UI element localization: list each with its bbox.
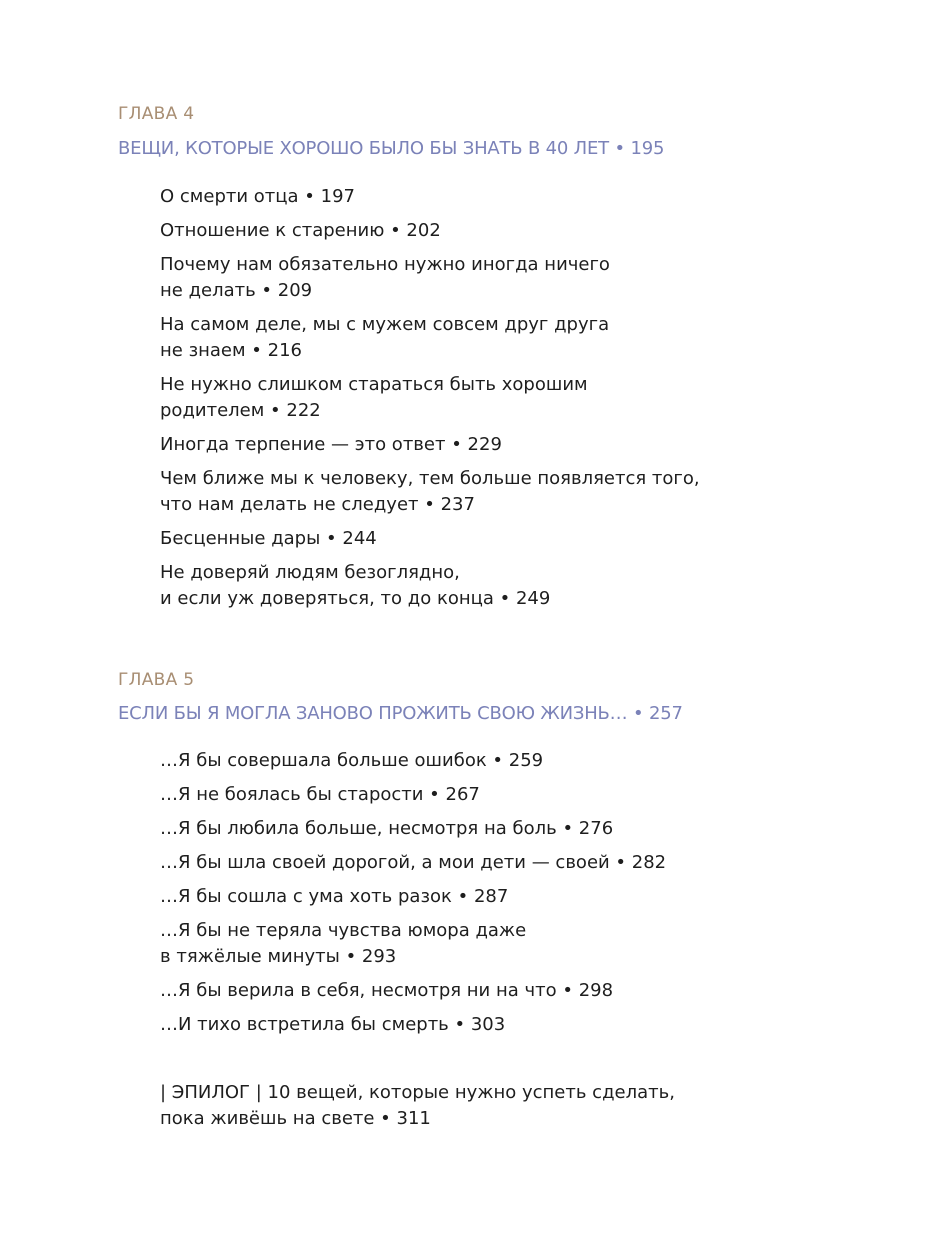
toc-entry-line: Почему нам обязательно нужно иногда ничего	[160, 254, 610, 275]
toc-entry-line: Не нужно слишком стараться быть хорошим	[160, 374, 588, 395]
epilogue-entry[interactable]	[160, 1080, 675, 1132]
toc-entry-line: что нам делать не следует • 237	[160, 494, 475, 515]
toc-entry-line: не знаем • 216	[160, 340, 303, 361]
toc-entry[interactable]	[160, 184, 780, 210]
toc-entry-line: …И тихо встретила бы смерть • 303	[160, 1014, 506, 1035]
toc-entry-line: На самом деле, мы с мужем совсем друг друга	[160, 314, 610, 335]
chapter-4-entries	[160, 184, 780, 620]
chapter-5-label: ГЛАВА 5	[118, 670, 195, 690]
toc-entry-line: родителем • 222	[160, 400, 321, 421]
toc-entry-line: …Я бы любила больше, несмотря на боль • 276	[160, 818, 614, 839]
toc-entry[interactable]	[160, 782, 780, 808]
toc-entry-line: в тяжёлые минуты • 293	[160, 946, 397, 967]
toc-entry[interactable]	[160, 1012, 780, 1038]
toc-entry-line: …Я бы совершала больше ошибок • 259	[160, 750, 544, 771]
toc-entry-line: …Я не боялась бы старости • 267	[160, 784, 480, 805]
toc-entry[interactable]	[160, 252, 780, 304]
toc-entry[interactable]	[160, 432, 780, 458]
toc-entry[interactable]	[160, 466, 780, 518]
epilogue-line: пока живёшь на свете • 311	[160, 1108, 431, 1129]
toc-entry-line: не делать • 209	[160, 280, 313, 301]
chapter-5-title[interactable]: ЕСЛИ БЫ Я МОГЛА ЗАНОВО ПРОЖИТЬ СВОЮ ЖИЗНЬ… • 257	[118, 703, 683, 724]
toc-entry-line: …Я бы шла своей дорогой, а мои дети — своей • 282	[160, 852, 667, 873]
toc-entry-line: О смерти отца • 197	[160, 186, 355, 207]
toc-entry-line: …Я бы верила в себя, несмотря ни на что • 298	[160, 980, 614, 1001]
chapter-5-entries	[160, 748, 780, 1046]
toc-entry[interactable]	[160, 218, 780, 244]
epilogue-line: | ЭПИЛОГ | 10 вещей, которые нужно успеть сделать,	[160, 1082, 675, 1103]
toc-entry-line: Не доверяй людям безоглядно,	[160, 562, 460, 583]
chapter-4-label: ГЛАВА 4	[118, 104, 195, 124]
toc-entry[interactable]	[160, 312, 780, 364]
toc-entry-line: и если уж доверяться, то до конца • 249	[160, 588, 551, 609]
toc-entry[interactable]	[160, 850, 780, 876]
toc-entry[interactable]	[160, 560, 780, 612]
toc-entry-line: Бесценные дары • 244	[160, 528, 377, 549]
toc-entry[interactable]	[160, 918, 780, 970]
toc-entry[interactable]	[160, 526, 780, 552]
toc-entry[interactable]	[160, 748, 780, 774]
toc-entry[interactable]	[160, 372, 780, 424]
chapter-4-title[interactable]: ВЕЩИ, КОТОРЫЕ ХОРОШО БЫЛО БЫ ЗНАТЬ В 40 ЛЕТ • 195	[118, 138, 665, 159]
toc-entry-line: Отношение к старению • 202	[160, 220, 441, 241]
toc-entry[interactable]	[160, 978, 780, 1004]
toc-entry-line: Чем ближе мы к человеку, тем больше появляется того,	[160, 468, 700, 489]
toc-entry-line: …Я бы сошла с ума хоть разок • 287	[160, 886, 509, 907]
toc-entry[interactable]	[160, 816, 780, 842]
toc-entry-line: …Я бы не теряла чувства юмора даже	[160, 920, 527, 941]
toc-entry-line: Иногда терпение — это ответ • 229	[160, 434, 502, 455]
toc-entry[interactable]	[160, 884, 780, 910]
